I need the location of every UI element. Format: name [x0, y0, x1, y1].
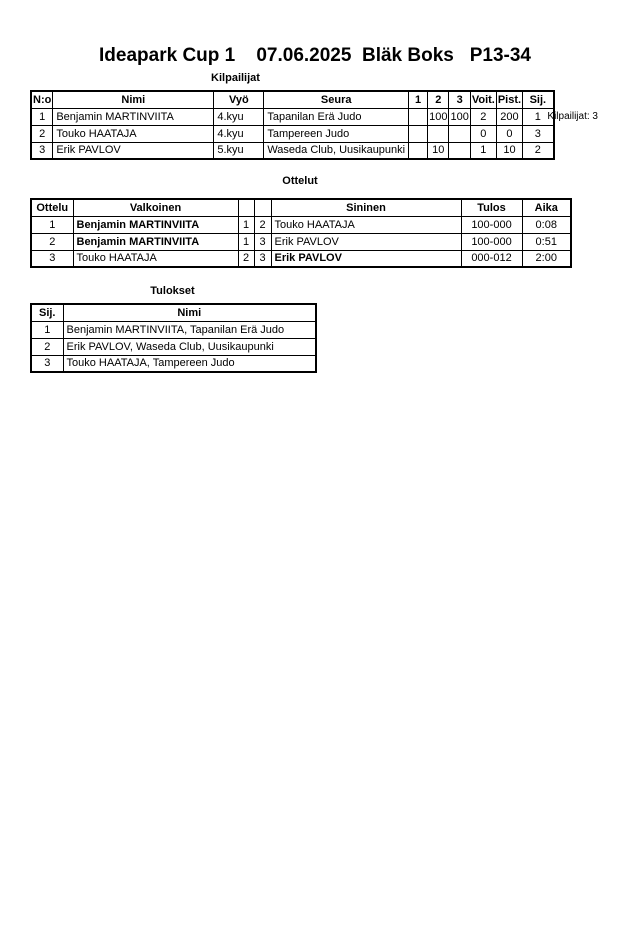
col-header-no: N:o: [31, 91, 53, 108]
score-vs-3: [449, 125, 470, 142]
table-row: [31, 233, 571, 250]
competitor-club: Waseda Club, Uusikaupunki: [264, 142, 409, 159]
competitor-club: Tapanilan Erä Judo: [264, 108, 409, 125]
white-number: 1: [238, 216, 254, 233]
white-competitor: Touko HAATAJA: [73, 250, 238, 267]
match-time: 2:00: [522, 250, 571, 267]
competitor-belt: 4.kyu: [214, 108, 264, 125]
col-header-name: Nimi: [63, 304, 316, 321]
col-header-white-no: [238, 199, 254, 216]
section-heading-matches: Ottelut: [282, 175, 318, 187]
col-header-match: Ottelu: [31, 199, 73, 216]
competitor-belt: 4.kyu: [214, 125, 264, 142]
match-time: 0:51: [522, 233, 571, 250]
competitor-number: 3: [31, 142, 53, 159]
white-competitor: Benjamin MARTINVIITA: [73, 233, 238, 250]
match-result: 100-000: [461, 216, 522, 233]
score-vs-3: [449, 142, 470, 159]
score-vs-3: 100: [449, 108, 470, 125]
match-number: 3: [31, 250, 73, 267]
points-value: 200: [496, 108, 522, 125]
col-header-name: Nimi: [53, 91, 214, 108]
section-heading-results: Tulokset: [150, 285, 195, 297]
table-row: [31, 108, 554, 125]
result-place: 2: [31, 338, 63, 355]
wins-value: 1: [470, 142, 496, 159]
match-result: 000-012: [461, 250, 522, 267]
score-vs-1: [409, 108, 428, 125]
result-name: Erik PAVLOV, Waseda Club, Uusikaupunki: [63, 338, 316, 355]
points-value: 10: [496, 142, 522, 159]
score-vs-2: [428, 125, 449, 142]
competitor-name: Touko HAATAJA: [53, 125, 214, 142]
competitor-name: Benjamin MARTINVIITA: [53, 108, 214, 125]
col-header-points: Pist.: [496, 91, 522, 108]
matches-table: [30, 198, 572, 268]
white-competitor: Benjamin MARTINVIITA: [73, 216, 238, 233]
wins-value: 0: [470, 125, 496, 142]
place-value: 1: [523, 108, 554, 125]
competitor-number: 2: [31, 125, 53, 142]
blue-number: 3: [254, 233, 271, 250]
col-header-result: Tulos: [461, 199, 522, 216]
place-value: 3: [523, 125, 554, 142]
competitors-header-row: [31, 91, 554, 108]
score-vs-2: 10: [428, 142, 449, 159]
table-row: [31, 142, 554, 159]
col-header-blue: Sininen: [271, 199, 461, 216]
points-value: 0: [496, 125, 522, 142]
results-table: [30, 303, 317, 373]
competitors-table: [30, 90, 555, 160]
wins-value: 2: [470, 108, 496, 125]
competitor-count-label: Kilpailijat: 3: [547, 111, 598, 122]
result-name: Touko HAATAJA, Tampereen Judo: [63, 355, 316, 372]
table-row: [31, 216, 571, 233]
col-header-blue-no: [254, 199, 271, 216]
page-title: Ideapark Cup 1 07.06.2025 Bläk Boks P13-34: [99, 45, 531, 66]
place-value: 2: [523, 142, 554, 159]
col-header-opp2: 2: [428, 91, 449, 108]
blue-competitor: Erik PAVLOV: [271, 250, 461, 267]
blue-number: 2: [254, 216, 271, 233]
table-row: [31, 355, 316, 372]
competitor-club: Tampereen Judo: [264, 125, 409, 142]
blue-competitor: Erik PAVLOV: [271, 233, 461, 250]
matches-header-row: [31, 199, 571, 216]
table-row: [31, 250, 571, 267]
table-row: [31, 321, 316, 338]
col-header-white: Valkoinen: [73, 199, 238, 216]
table-row: [31, 338, 316, 355]
white-number: 1: [238, 233, 254, 250]
col-header-opp3: 3: [449, 91, 470, 108]
table-row: [31, 125, 554, 142]
match-number: 2: [31, 233, 73, 250]
result-place: 3: [31, 355, 63, 372]
match-time: 0:08: [522, 216, 571, 233]
results-sheet: [0, 45, 630, 373]
competitor-belt: 5.kyu: [214, 142, 264, 159]
score-vs-1: [409, 125, 428, 142]
results-header-row: [31, 304, 316, 321]
blue-competitor: Touko HAATAJA: [271, 216, 461, 233]
competitor-name: Erik PAVLOV: [53, 142, 214, 159]
col-header-time: Aika: [522, 199, 571, 216]
section-heading-competitors: Kilpailijat: [211, 72, 260, 84]
result-place: 1: [31, 321, 63, 338]
score-vs-1: [409, 142, 428, 159]
competitor-number: 1: [31, 108, 53, 125]
score-vs-2: 100: [428, 108, 449, 125]
col-header-place: Sij.: [31, 304, 63, 321]
col-header-wins: Voit.: [470, 91, 496, 108]
result-name: Benjamin MARTINVIITA, Tapanilan Erä Judo: [63, 321, 316, 338]
white-number: 2: [238, 250, 254, 267]
blue-number: 3: [254, 250, 271, 267]
match-number: 1: [31, 216, 73, 233]
col-header-opp1: 1: [409, 91, 428, 108]
col-header-place: Sij.: [523, 91, 554, 108]
match-result: 100-000: [461, 233, 522, 250]
col-header-belt: Vyö: [214, 91, 264, 108]
col-header-club: Seura: [264, 91, 409, 108]
